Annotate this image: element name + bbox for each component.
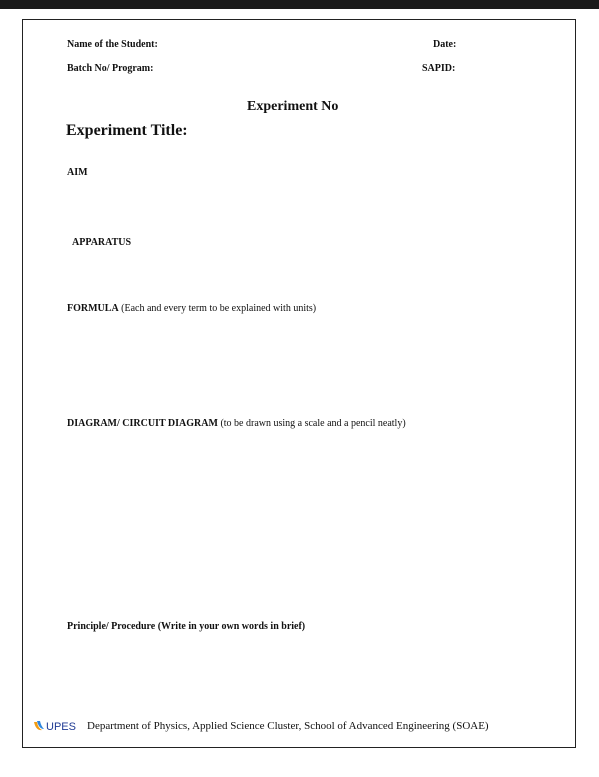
aim-heading: AIM: [67, 167, 88, 178]
formula-heading: [67, 303, 316, 314]
upes-logo: [33, 719, 81, 733]
batch-program-label: Batch No/ Program:: [67, 63, 154, 74]
formula-label: FORMULA: [67, 303, 119, 314]
diagram-label: DIAGRAM/ CIRCUIT DIAGRAM: [67, 418, 218, 429]
sapid-label: SAPID:: [422, 63, 456, 74]
footer-department: Department of Physics, Applied Science Cluster, School of Advanced Engineering (SOAE): [87, 720, 489, 732]
diagram-heading: [67, 418, 406, 429]
apparatus-heading: APPARATUS: [72, 237, 132, 248]
formula-note: (Each and every term to be explained with units): [118, 303, 317, 314]
experiment-number-label: Experiment No: [247, 99, 339, 114]
experiment-title-label: Experiment Title:: [66, 122, 188, 139]
upes-logo-icon: [33, 719, 81, 733]
student-name-label: Name of the Student:: [67, 39, 158, 50]
principle-procedure-heading: Principle/ Procedure (Write in your own words in brief): [67, 621, 306, 632]
top-bar: [0, 0, 599, 9]
date-label: Date:: [433, 39, 457, 50]
diagram-note: (to be drawn using a scale and a pencil neatly): [217, 418, 406, 429]
upes-logo-text: UPES: [46, 721, 76, 733]
